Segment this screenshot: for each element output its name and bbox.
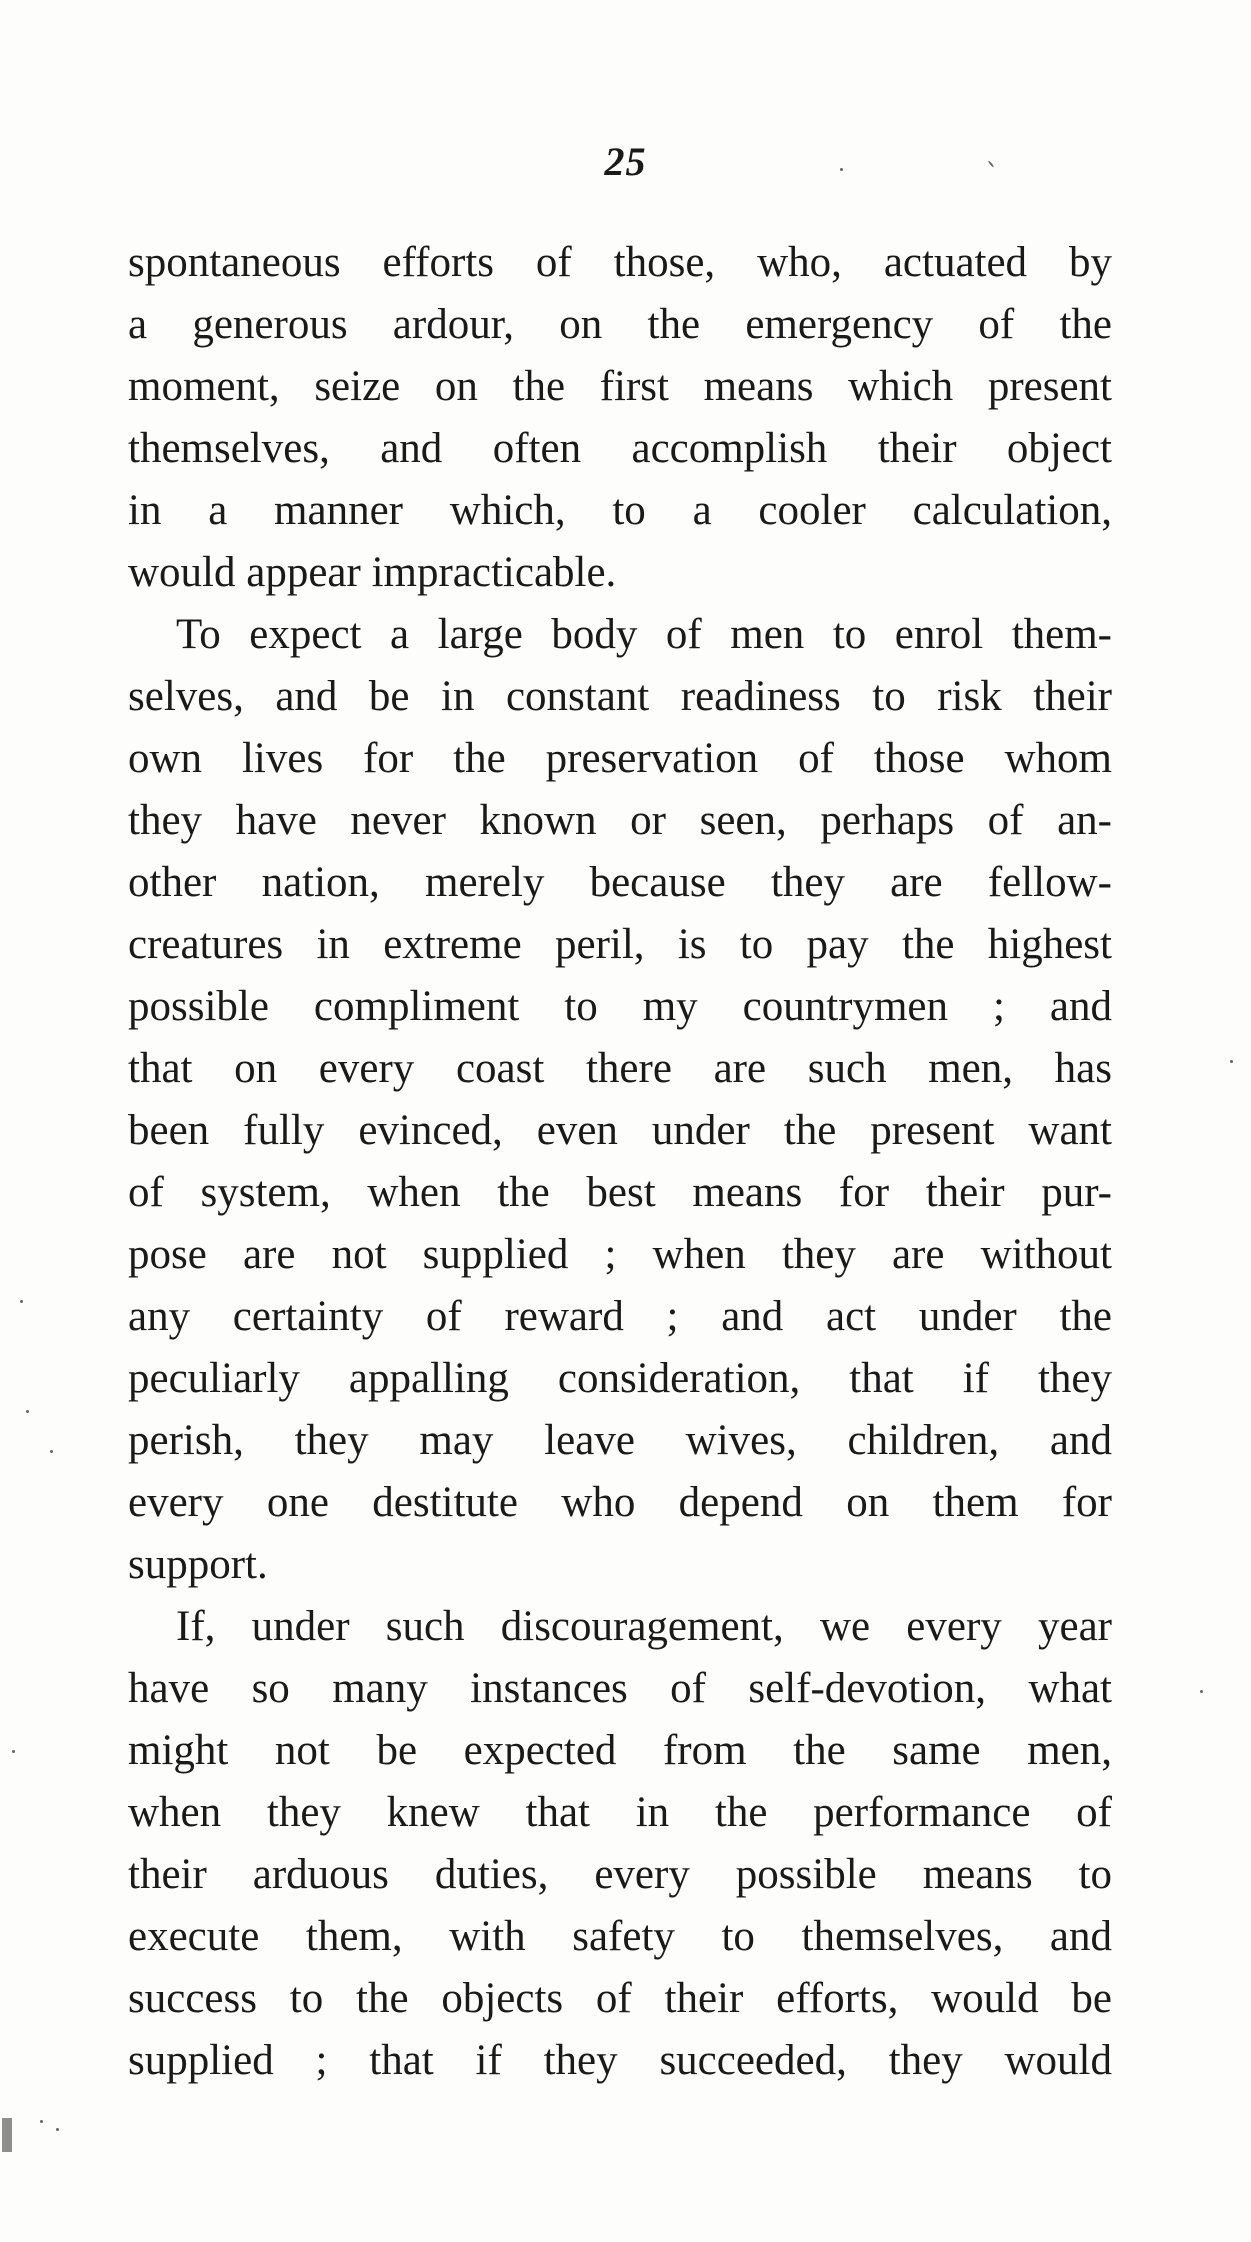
binding-mark [2,2118,12,2152]
text-line: execute them, with safety to themselves, and [128,1913,1112,1960]
text-line: might not be expected from the same men, [128,1727,1112,1774]
text-line: support. [128,1541,268,1588]
text-line: would appear impracticable. [128,549,617,596]
paper-speck [50,1450,53,1453]
text-line: any certainty of reward ; and act under the [128,1293,1112,1340]
text-line: perish, they may leave wives, children, and [128,1417,1112,1464]
paper-speck [12,1750,15,1753]
text-line: pose are not supplied ; when they are without [128,1231,1112,1278]
text-line: other nation, merely because they are fellow- [128,859,1112,906]
paper-speck [20,1300,23,1303]
text-line: selves, and be in constant readiness to risk their [128,673,1112,720]
text-line: supplied ; that if they succeeded, they would [128,2037,1112,2084]
text-line: own lives for the preservation of those whom [128,735,1112,782]
page-number: 25 [604,139,647,184]
text-line: that on every coast there are such men, has [128,1045,1112,1092]
text-line: of system, when the best means for their pur- [128,1169,1112,1216]
text-line: creatures in extreme peril, is to pay the highest [128,921,1112,968]
text-line: peculiarly appalling consideration, that if they [128,1355,1112,1402]
paper-speck [56,2128,59,2131]
text-line: moment, seize on the first means which present [128,363,1112,410]
paper-speck [1200,1690,1203,1693]
text-line: when they knew that in the performance of [128,1789,1112,1836]
text-line: been fully evinced, even under the present want [128,1107,1112,1154]
paragraph-start-line: If, under such discouragement, we every year [176,1603,1112,1650]
text-line: every one destitute who depend on them for [128,1479,1112,1526]
paper-speck [1230,1060,1233,1063]
paper-speck [40,2120,43,2123]
text-line: possible compliment to my countrymen ; and [128,983,1112,1030]
paper-speck [840,168,843,171]
body-text [128,232,1112,2092]
text-line: success to the objects of their efforts, would be [128,1975,1112,2022]
text-line: have so many instances of self-devotion, what [128,1665,1112,1712]
text-line: spontaneous efforts of those, who, actuated by [128,239,1112,286]
text-line: in a manner which, to a cooler calculation, [128,487,1112,534]
text-line: a generous ardour, on the emergency of the [128,301,1112,348]
paragraph-start-line: To expect a large body of men to enrol them- [176,611,1112,658]
text-line: themselves, and often accomplish their object [128,425,1112,472]
paper-speck [26,1410,29,1413]
text-line: they have never known or seen, perhaps of an- [128,797,1112,844]
text-line: their arduous duties, every possible means to [128,1851,1112,1898]
